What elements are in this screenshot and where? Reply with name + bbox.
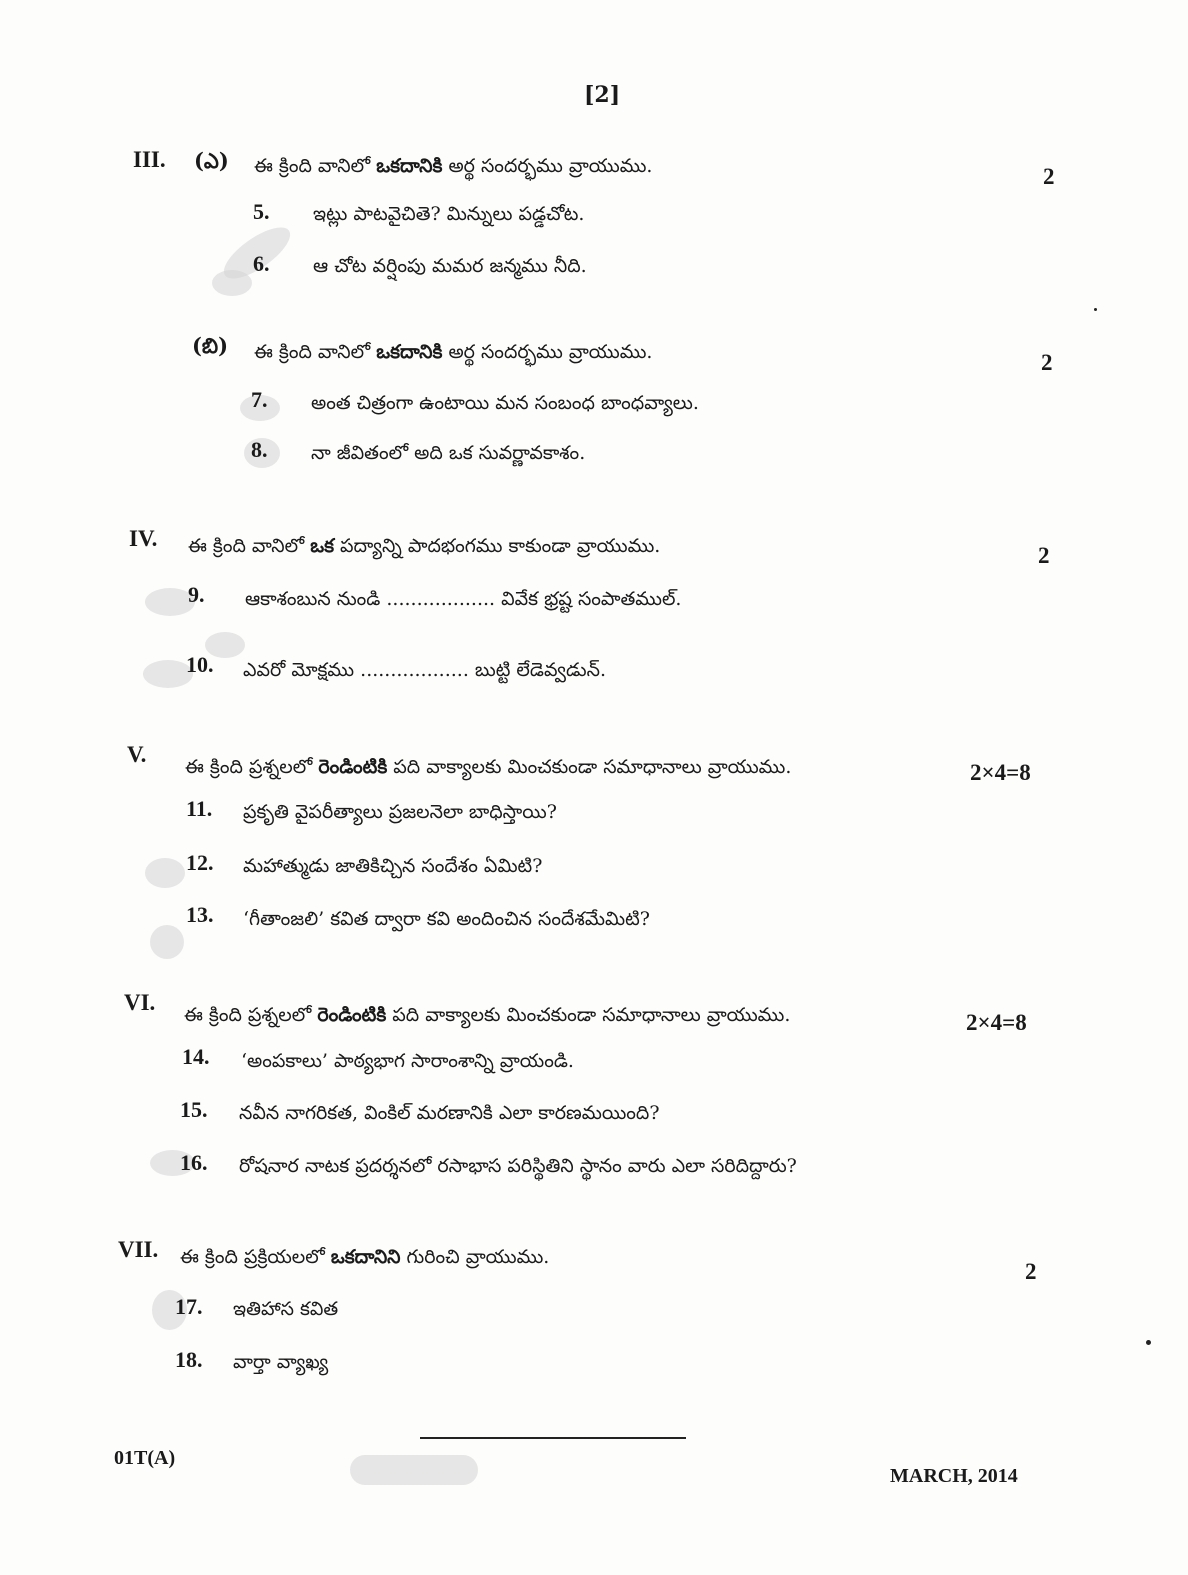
section-label-vii: VII. bbox=[118, 1237, 159, 1262]
marks-vii: 2 bbox=[1025, 1259, 1037, 1284]
scan-smudge bbox=[350, 1455, 478, 1485]
instruction-iv: ఈ క్రింది వానిలో ఒక పద్యాన్ని పాదభంగము కాకుండా వ్రాయుము. bbox=[188, 535, 661, 557]
scan-smudge bbox=[150, 925, 184, 959]
question-number: 7. bbox=[251, 387, 268, 412]
question-text: రోషనార నాటక ప్రదర్శనలో రసాభాస పరిస్థితిని స్థానం వారు ఎలా సరిదిద్దారు? bbox=[239, 1155, 797, 1177]
question-number: 9. bbox=[188, 582, 205, 607]
question-number: 15. bbox=[180, 1097, 208, 1122]
question-text: ఇతిహాస కవిత bbox=[233, 1298, 339, 1320]
instruction-v: ఈ క్రింది ప్రశ్నలలో రెండింటికి పది వాక్యాలకు మించకుండా సమాధానాలు వ్రాయుము. bbox=[185, 756, 792, 778]
section-label-iii: III. bbox=[133, 147, 166, 172]
question-text: ఎవరో మోక్షము .................. బుట్టి లేడెవ్వడున్. bbox=[243, 659, 606, 681]
marks-iv: 2 bbox=[1038, 543, 1050, 568]
instruction-iii-b: ఈ క్రింది వానిలో ఒకదానికి అర్థ సందర్భము వ్రాయుము. bbox=[254, 341, 653, 363]
section-label-v: V. bbox=[127, 742, 147, 767]
question-number: 5. bbox=[253, 199, 270, 224]
marks-v: 2×4=8 bbox=[970, 760, 1031, 785]
instruction-vii: ఈ క్రింది ప్రక్రియలలో ఒకదానిని గురించి వ్రాయుము. bbox=[180, 1246, 550, 1268]
scan-smudge bbox=[145, 858, 185, 888]
instruction-vi: ఈ క్రింది ప్రశ్నలలో రెండింటికి పది వాక్యాలకు మించకుండా సమాధానాలు వ్రాయుము. bbox=[184, 1004, 791, 1026]
question-text: మహాత్ముడు జాతికిచ్చిన సందేశం ఏమిటి? bbox=[243, 855, 543, 877]
scan-smudge bbox=[212, 270, 252, 296]
question-number: 17. bbox=[175, 1294, 203, 1319]
marks-vi: 2×4=8 bbox=[966, 1010, 1027, 1035]
page-number: [2] bbox=[584, 82, 621, 108]
question-text: ‘గీతాంజలి’ కవిత ద్వారా కవి అందించిన సందేశమేమిటి? bbox=[243, 908, 650, 930]
question-number: 11. bbox=[186, 796, 213, 821]
question-text: ఆ చోట వర్షింపు మమర జన్మము నీది. bbox=[313, 255, 587, 277]
question-number: 10. bbox=[186, 652, 214, 677]
section-label-vi: VI. bbox=[124, 990, 156, 1015]
marks-iii-b: 2 bbox=[1041, 350, 1053, 375]
instruction-iii-a: ఈ క్రింది వానిలో ఒకదానికి అర్థ సందర్భము వ్రాయుము. bbox=[254, 155, 653, 177]
question-number: 6. bbox=[253, 251, 270, 276]
question-text: ఆకాశంబున నుండి .................. వివేక భ్రష్ట సంపాతముల్. bbox=[245, 588, 682, 610]
question-number: 8. bbox=[251, 437, 268, 462]
question-number: 16. bbox=[180, 1150, 208, 1175]
question-text: అంత చిత్రంగా ఉంటాయి మన సంబంధ బాంధవ్యాలు. bbox=[311, 392, 699, 414]
question-text: ‘అంపకాలు’ పాఠ్యభాగ సారాంశాన్ని వ్రాయండి. bbox=[241, 1050, 574, 1072]
question-number: 12. bbox=[186, 850, 214, 875]
question-text: వార్తా వ్యాఖ్య bbox=[233, 1351, 329, 1373]
footer-date: MARCH, 2014 bbox=[890, 1465, 1018, 1487]
end-divider bbox=[420, 1437, 686, 1439]
marks-iii-a: 2 bbox=[1043, 164, 1055, 189]
section-label-iv: IV. bbox=[129, 526, 158, 551]
subsection-label-a: (ఎ) bbox=[194, 148, 229, 173]
subsection-label-b: (బి) bbox=[192, 333, 229, 358]
question-number: 18. bbox=[175, 1347, 203, 1372]
scan-dot bbox=[1094, 308, 1097, 311]
question-text: నవీన నాగరికత, వింకిల్ మరణానికి ఎలా కారణమయింది? bbox=[239, 1102, 660, 1124]
question-number: 14. bbox=[182, 1044, 210, 1069]
question-text: ప్రకృతి వైపరీత్యాలు ప్రజలనెలా బాధిస్తాయి? bbox=[243, 801, 557, 823]
question-text: నా జీవితంలో అది ఒక సువర్ణావకాశం. bbox=[311, 442, 586, 464]
question-text: ఇట్లు పాటవైచితె? మిన్నులు పడ్డచోట. bbox=[313, 203, 585, 225]
footer-code: 01T(A) bbox=[114, 1447, 176, 1469]
scan-dot bbox=[1146, 1340, 1151, 1345]
question-number: 13. bbox=[186, 902, 214, 927]
